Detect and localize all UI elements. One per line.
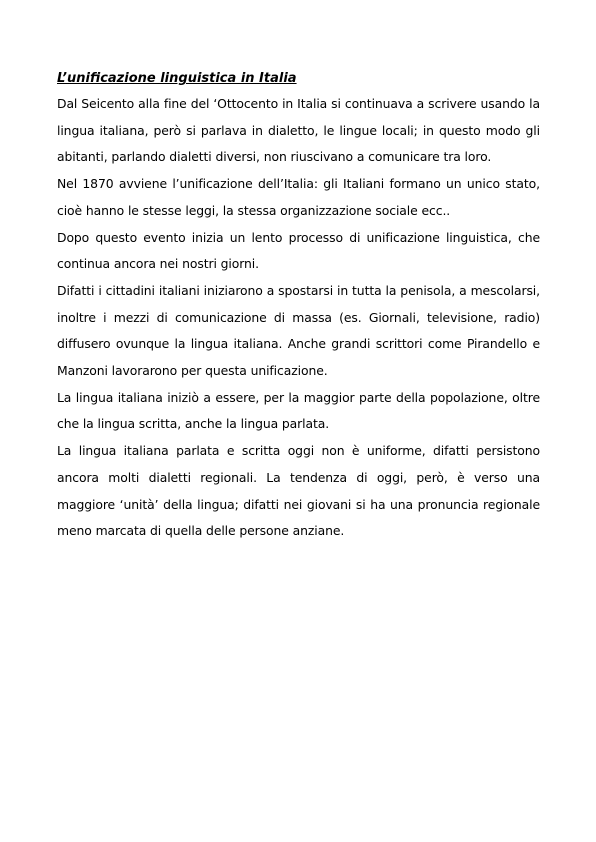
paragraph-3: Dopo questo evento inizia un lento processo di unificazione linguistica, che continua ancora nei nostri giorni. [57,229,540,272]
paragraph-4: Difatti i cittadini italiani iniziarono a spostarsi in tutta la penisola, a mescolarsi, inoltre i mezzi di comunicazione di massa (es. Giornali, televisione, radio) diffusero ovunque la lingua italiana. Anche grandi scrittori come Pirandello e Manzoni lavorarono per questa unificazione. [57,282,540,379]
paragraph-5: La lingua italiana iniziò a essere, per la maggior parte della popolazione, oltre che la lingua scritta, anche la lingua parlata. [57,389,540,432]
paragraph-2: Nel 1870 avviene l’unificazione dell’Italia: gli Italiani formano un unico stato, cioè hanno le stesse leggi, la stessa organizzazione sociale ecc.. [57,176,540,218]
document-page [57,67,540,545]
paragraph-6: La lingua italiana parlata e scritta oggi non è uniforme, difatti persistono ancora molti dialetti regionali. La tendenza di oggi, però, è verso una maggiore ‘unità’ della lingua; difatti nei giovani si ha una pronuncia regionale meno marcata di quella delle persone anziane. [57,443,540,539]
paragraph-1: Dal Seicento alla fine del ‘Ottocento in Italia si continuava a scrivere usando la lingua italiana, però si parlava in dialetto, le lingue locali; in questo modo gli abitanti, parlando dialetti diversi, non riuscivano a comunicare tra loro. [57,96,540,165]
document-title: L’unificazione linguistica in Italia [57,71,297,86]
